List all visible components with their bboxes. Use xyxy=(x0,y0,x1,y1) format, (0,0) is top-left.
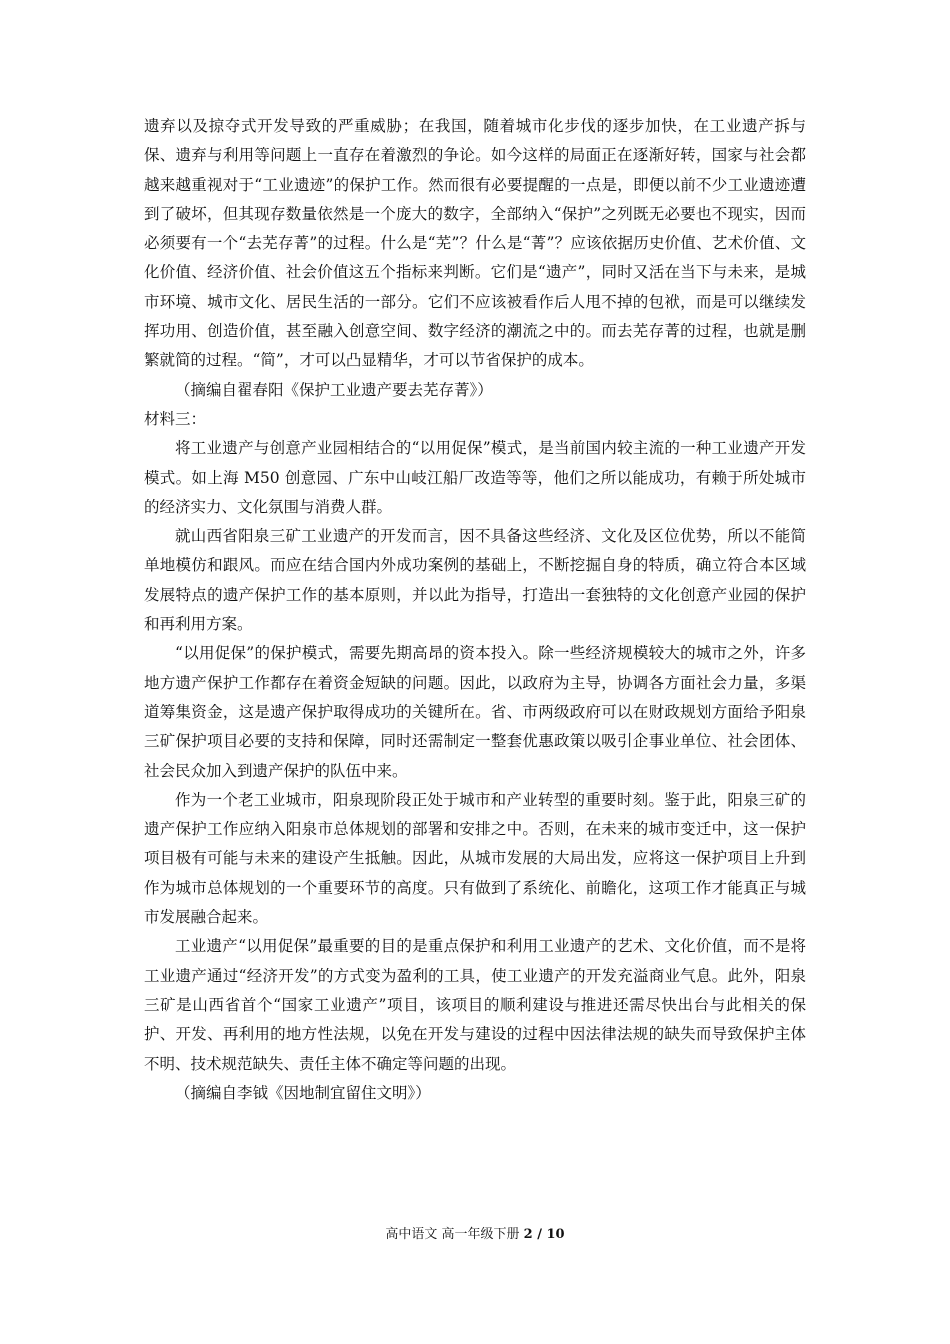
material-three-label: 材料三： xyxy=(144,409,207,428)
paragraph-mode-intro: 将工业遗产与创意产业园相结合的“以用促保”模式，是当前国内较主流的一种工业遗产开发模式。如上海 M50 创意园、广东中山岐江船厂改造等等，他们之所以能成功，有赖于所处城市的经济实力、文化氛围与消费人群。 xyxy=(144,439,806,516)
page-footer xyxy=(0,1226,950,1244)
paragraph-purpose: 工业遗产“以用促保”最重要的目的是重点保护和利用工业遗产的艺术、文化价值，而不是将工业遗产通过“经济开发”的方式变为盈利的工具，使工业遗产的开发充溢商业气息。此外，阳泉三矿是山西省首个“国家工业遗产”项目，该项目的顺利建设与推进还需尽快出台与此相关的保护、开发、再利用的地方性法规，以免在开发与建设的过程中因法律法规的缺失而导致保护主体不明、技术规范缺失、责任主体不确定等问题的出现。 xyxy=(144,937,806,1073)
paragraph-yangquan: 就山西省阳泉三矿工业遗产的开发而言，因不具备这些经济、文化及区位优势，所以不能简单地模仿和跟风。而应在结合国内外成功案例的基础上，不断挖掘自身的特质，确立符合本区域发展特点的遗产保护工作的基本原则，并以此为指导，打造出一套独特的文化创意产业园的保护和再利用方案。 xyxy=(144,527,806,634)
paragraph-planning: 作为一个老工业城市，阳泉现阶段正处于城市和产业转型的重要时刻。鉴于此，阳泉三矿的遗产保护工作应纳入阳泉市总体规划的部署和安排之中。否则，在未来的城市变迁中，这一保护项目极有可能与未来的建设产生抵触。因此，从城市发展的大局出发，应将这一保护项目上升到作为城市总体规划的一个重要环节的高度。只有做到了系统化、前瞻化，这项工作才能真正与城市发展融合起来。 xyxy=(144,790,806,927)
footer-label: 高中语文 高一年级下册 xyxy=(385,1227,524,1242)
page-total: 10 xyxy=(546,1227,565,1242)
paragraph-continued: 遗弃以及掠夺式开发导致的严重威胁；在我国，随着城市化步伐的逐步加快，在工业遗产拆与保、遗弃与利用等问题上一直存在着激烈的争论。如今这样的局面正在逐渐好转，国家与社会都越来越重视对于“工业遗迹”的保护工作。然而很有必要提醒的一点是，即便以前不少工业遗迹遭到了破坏，但其现存数量依然是一个庞大的数字，全部纳入“保护”之列既无必要也不现实，因而必须要有一个“去芜存菁”的过程。什么是“芜”？什么是“菁”？应该依据历史价值、艺术价值、文化价值、经济价值、社会价值这五个指标来判断。它们是“遗产”，同时又活在当下与未来，是城市环境、城市文化、居民生活的一部分。它们不应该被看作后人甩不掉的包袱，而是可以继续发挥功用、创造价值，甚至融入创意空间、数字经济的潮流之中的。而去芜存菁的过程，也就是删繁就简的过程。“简”，才可以凸显精华，才可以节省保护的成本。 xyxy=(144,117,806,370)
paragraph-funding: “以用促保”的保护模式，需要先期高昂的资本投入。除一些经济规模较大的城市之外，许多地方遗产保护工作都存在着资金短缺的问题。因此，以政府为主导，协调各方面社会力量，多渠道筹集资金，这是遗产保护取得成功的关键所在。省、市两级政府可以在财政规划方面给予阳泉三矿保护项目必要的支持和保障，同时还需制定一整套优惠政策以吸引企事业单位、社会团体、社会民众加入到遗产保护的队伍中来。 xyxy=(144,644,806,780)
document-body xyxy=(144,112,806,1108)
page-number: 2 xyxy=(523,1227,533,1242)
source-citation-1: （摘编自翟春阳《保护工业遗产要去芜存菁》） xyxy=(175,380,493,399)
source-citation-2: （摘编自李钺《因地制宜留住文明》） xyxy=(175,1083,431,1102)
page-separator: / xyxy=(532,1227,547,1242)
